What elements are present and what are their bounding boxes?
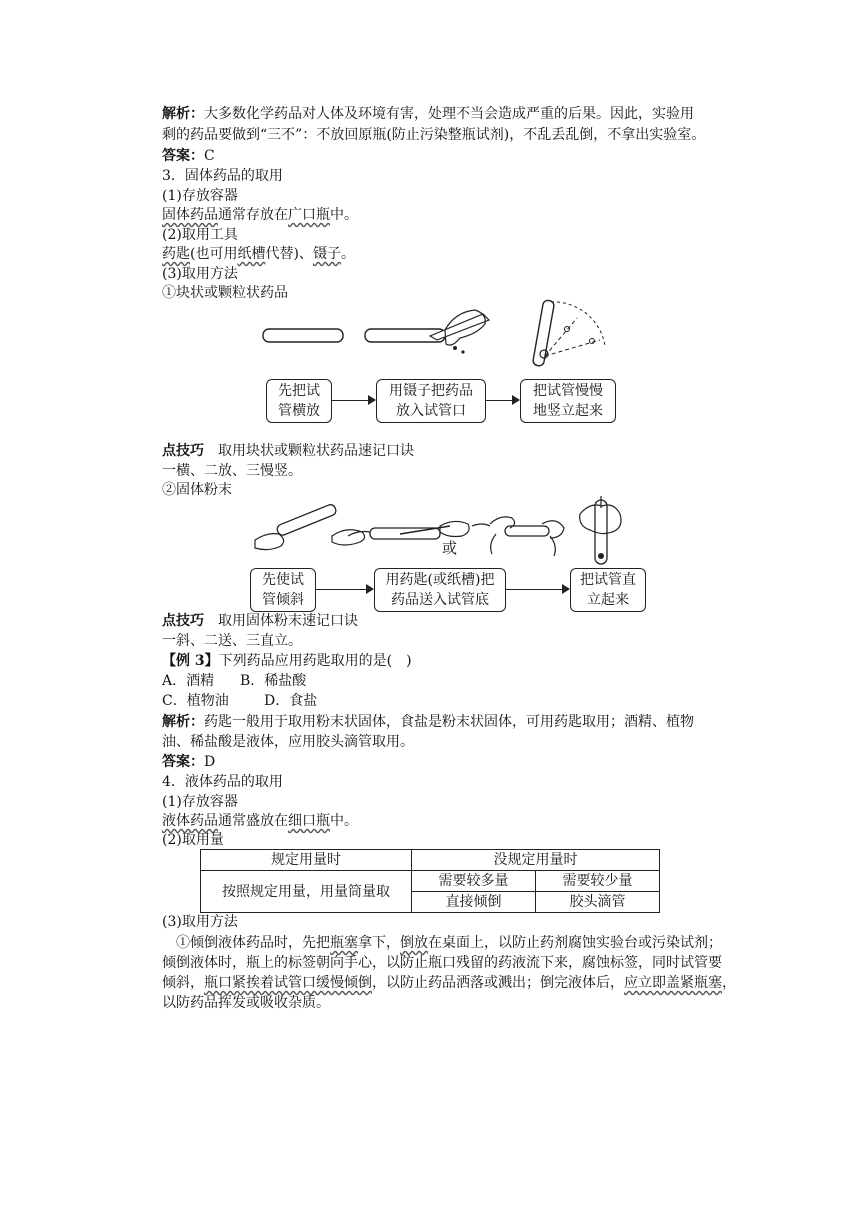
section-3-title: 3．固体药品的取用 <box>162 168 283 184</box>
tip-text: 取用块状或颗粒状药品速记口诀 <box>218 443 414 459</box>
tip-2 <box>162 611 358 631</box>
pour-line-1 <box>176 933 722 953</box>
or-label: 或 <box>442 539 458 557</box>
tip-label: 点技巧 <box>162 443 204 459</box>
section-3-sub-3: (3)取用方法 <box>162 266 238 282</box>
tip-1 <box>162 441 414 461</box>
section-4-sub-3: (3)取用方法 <box>162 914 238 930</box>
flow-text: 把试管慢慢 <box>533 383 603 399</box>
tweezers-term: 镊子 <box>312 246 341 262</box>
block-solid-illustration <box>255 296 655 376</box>
text-span: 在桌面上，以防止药剂腐蚀实验台或污染试剂； <box>428 935 722 951</box>
flow-text: 用药匙(或纸槽)把 <box>385 572 495 588</box>
table-cell: 按照规定用量，用量筒量取 <box>201 871 412 913</box>
text-span: 中。 <box>330 813 358 829</box>
section-3-item-1: ①块状或颗粒状药品 <box>162 285 288 301</box>
table-cell: 需要较少量 <box>536 871 660 892</box>
table-cell: 直接倾倒 <box>412 892 536 913</box>
answer-1 <box>162 146 215 166</box>
flow-text: 先把试 <box>278 383 320 399</box>
flow-text: 放入试管口 <box>396 403 466 419</box>
answer-label: 答案： <box>162 754 204 770</box>
flow-1-step-3 <box>520 379 616 423</box>
example-question: 下列药品应用药匙取用的是( ) <box>218 653 412 669</box>
text-span: 拿下， <box>358 935 400 951</box>
section-3-sub-1: (1)存放容器 <box>162 188 238 204</box>
flow-text: 药品送入试管底 <box>391 592 489 608</box>
flow-text: 管横放 <box>278 403 320 419</box>
flow-1-step-1 <box>266 379 332 423</box>
answer-3 <box>162 752 215 772</box>
flow-1-arrow-1 <box>332 400 374 401</box>
analysis-3-line-1 <box>162 712 694 732</box>
option-b: B．稀盐酸 <box>240 673 307 689</box>
powder-solid-illustration <box>250 496 630 568</box>
tip-text: 取用固体粉末速记口诀 <box>218 613 358 629</box>
flow-text: 先使试 <box>262 572 304 588</box>
section-4-sub-2: (2)取用量 <box>162 832 224 848</box>
text-span: 通常存放在 <box>218 207 288 223</box>
answer-value: D <box>204 754 216 770</box>
bottle-mouth-term: 瓶口紧挨着试管口缓慢倾倒 <box>204 975 372 991</box>
flow-text: 把试管直 <box>580 572 636 588</box>
text-span: 通常盛放在 <box>218 813 288 829</box>
table-header-cell: 规定用量时 <box>201 850 412 871</box>
section-4-title: 4．液体药品的取用 <box>162 774 283 790</box>
close-stopper-term: 应立即盖紧瓶塞 <box>624 975 722 991</box>
text-span: ，以防止药品洒落或溅出；倒完液体后， <box>372 975 624 991</box>
section-4-sub-1: (1)存放容器 <box>162 794 238 810</box>
table-row <box>201 850 660 871</box>
example-3-question <box>162 651 412 671</box>
flow-text: 用镊子把药品 <box>389 383 473 399</box>
section-3-item-2: ②固体粉末 <box>162 482 232 498</box>
upside-down-term: 倒放 <box>400 935 428 951</box>
flow-text: 立起来 <box>587 592 629 608</box>
pour-line-3 <box>162 973 736 993</box>
text-span: 。 <box>340 246 355 262</box>
spoon-term: 药匙 <box>162 246 190 262</box>
analysis-1-line-2: 剩的药品要做到“三不”：不放回原瓶(防止污染整瓶试剂)，不乱丢乱倒，不拿出实验室。 <box>162 127 706 143</box>
table-cell: 胶头滴管 <box>536 892 660 913</box>
pour-line-2: 倾倒液体时，瓶上的标签朝向手心，以防止瓶口残留的药液流下来，腐蚀标签，同时试管要 <box>162 955 722 971</box>
section-3-sub-2: (2)取用工具 <box>162 227 238 243</box>
flow-text: 地竖立起来 <box>533 403 603 419</box>
analysis-1-text: 大多数化学药品对人体及环境有害，处理不当会造成严重的后果。因此，实验用 <box>204 106 694 122</box>
option-d: D．食盐 <box>264 693 318 709</box>
flow-text: 管倾斜 <box>262 592 304 608</box>
flow-2-step-2 <box>374 568 506 612</box>
text-span: ， <box>722 975 736 991</box>
wide-mouth-bottle-term: 广口瓶 <box>288 207 330 223</box>
analysis-1-line-1 <box>162 104 694 124</box>
tip-1-rhyme: 一横、二放、三慢竖。 <box>162 463 302 479</box>
pour-line-4: 以防药品挥发或吸收杂质。 <box>162 995 330 1011</box>
liquid-drug-term: 液体药品 <box>162 813 218 829</box>
answer-label: 答案： <box>162 148 204 164</box>
flow-1-step-2 <box>376 379 486 423</box>
flow-2-step-1 <box>250 568 316 612</box>
text-span: (也可用 <box>190 246 238 262</box>
text-span: ①倾倒液体药品时，先把 <box>176 935 330 951</box>
table-row <box>201 871 660 892</box>
answer-value: C <box>204 148 215 164</box>
section-4-sub-1-text <box>162 811 358 831</box>
option-c: C．植物油 <box>162 693 229 709</box>
example-label: 【例 3】 <box>162 653 219 669</box>
flow-2-step-3 <box>570 568 646 612</box>
table-header-cell: 没规定用量时 <box>412 850 660 871</box>
paper-trough-term: 纸槽 <box>237 246 266 262</box>
text-span: 中。 <box>330 207 358 223</box>
flow-1-arrow-2 <box>486 400 518 401</box>
analysis-3-text: 药匙一般用于取用粉末状固体，食盐是粉末状固体，可用药匙取用；酒精、植物 <box>204 714 694 730</box>
dose-table <box>200 849 660 913</box>
table-cell: 需要较多量 <box>412 871 536 892</box>
flow-2-arrow-1 <box>316 589 372 590</box>
section-3-sub-1-text <box>162 205 358 225</box>
tip-2-rhyme: 一斜、二送、三直立。 <box>162 633 302 649</box>
narrow-mouth-bottle-term: 细口瓶 <box>288 813 330 829</box>
flow-2-arrow-2 <box>506 589 568 590</box>
analysis-label: 解析： <box>162 106 204 122</box>
section-3-sub-2-text <box>162 244 355 264</box>
solid-drug-term: 固体药品 <box>162 207 218 223</box>
stopper-term: 瓶塞 <box>330 935 358 951</box>
analysis-label: 解析： <box>162 714 204 730</box>
text-span: 倾斜， <box>162 975 204 991</box>
analysis-3-line-2: 油、稀盐酸是液体，应用胶头滴管取用。 <box>162 734 414 750</box>
tip-label: 点技巧 <box>162 613 204 629</box>
text-span: 代替)、 <box>265 246 313 262</box>
option-a: A．酒精 <box>162 673 215 689</box>
